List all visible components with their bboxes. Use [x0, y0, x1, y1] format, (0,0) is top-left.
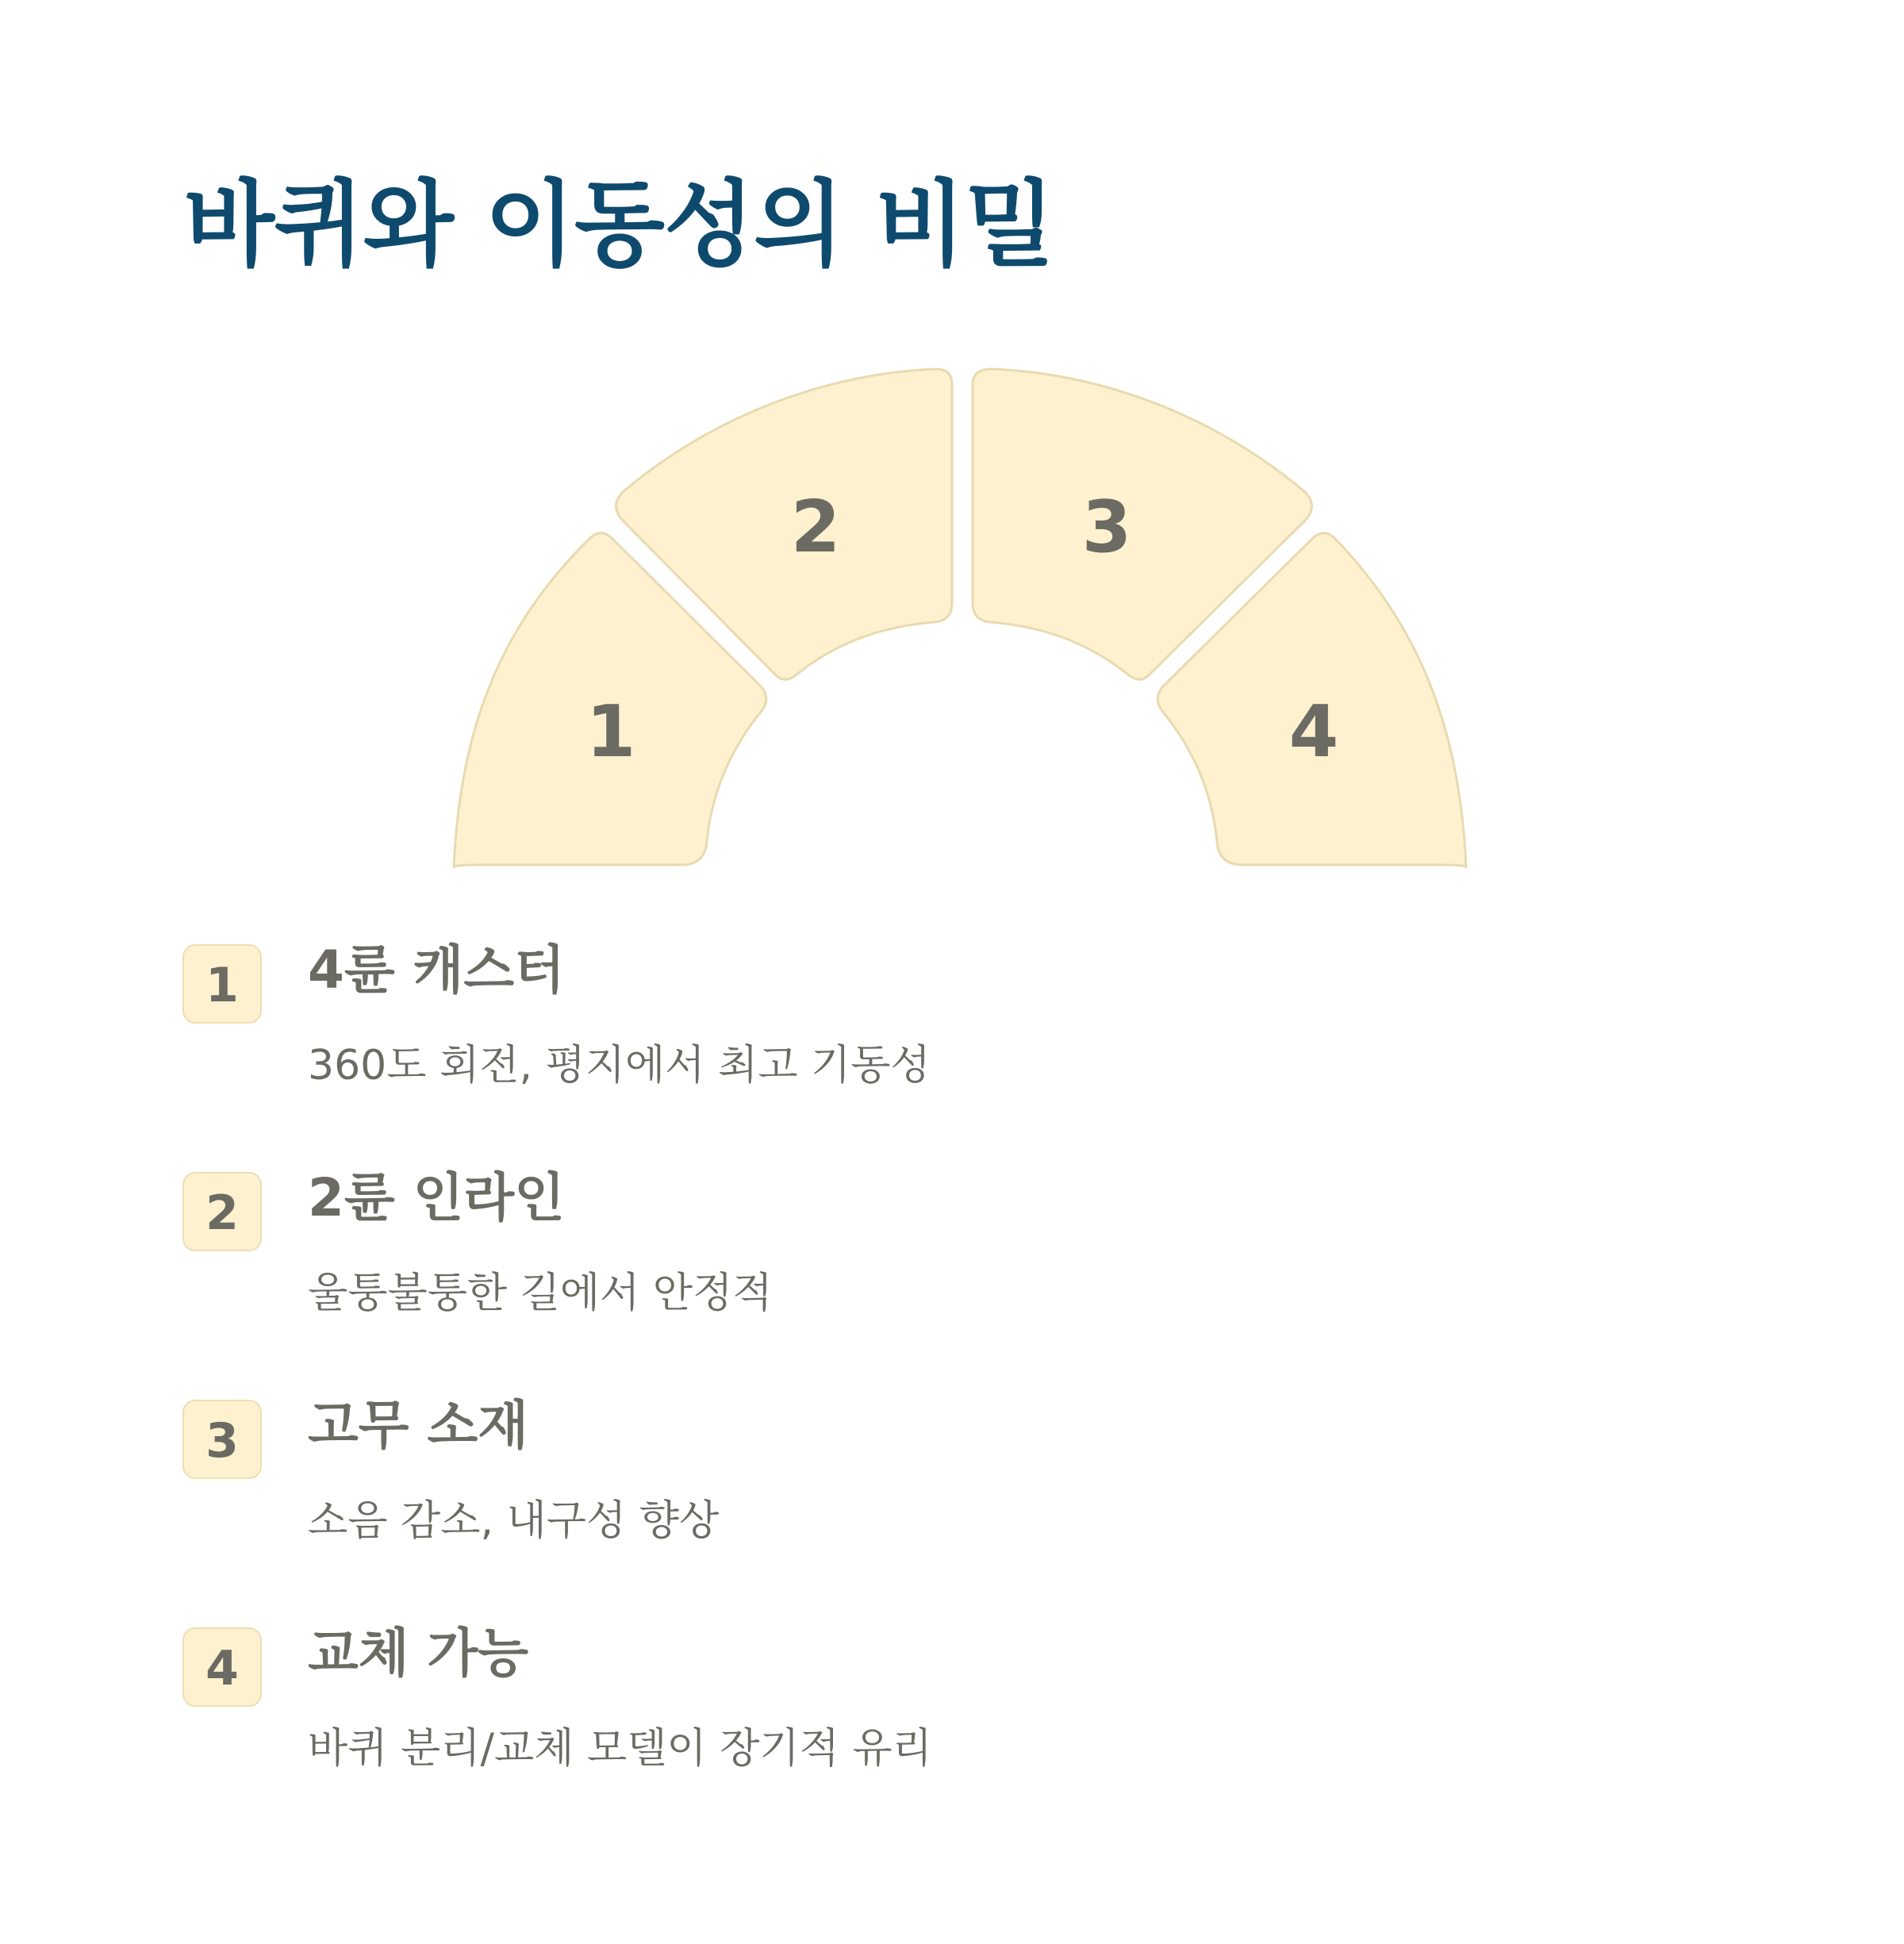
semicircle-diagram [0, 0, 1904, 912]
segment-4-label: 4 [1288, 690, 1339, 774]
item-number-badge: 3 [182, 1400, 262, 1479]
item-description: 소음 감소, 내구성 향상 [308, 1497, 720, 1545]
item-number-badge: 2 [182, 1172, 262, 1251]
item-description: 울퉁불퉁한 길에서 안정적 [308, 1270, 773, 1317]
list-item [182, 1623, 1372, 1818]
list-item [182, 1167, 1372, 1362]
list-item [182, 939, 1372, 1135]
item-title: 2륜 인라인 [308, 1167, 565, 1228]
item-number-badge: 4 [182, 1627, 262, 1707]
item-title: 고무 소재 [308, 1395, 529, 1456]
item-number-badge: 1 [182, 944, 262, 1024]
segment-3-label: 3 [1081, 486, 1132, 569]
item-title: 4륜 캐스터 [308, 939, 565, 1001]
list-item [182, 1395, 1372, 1590]
segment-2-label: 2 [790, 486, 841, 569]
segment-1-label: 1 [585, 690, 636, 774]
item-description: 바퀴 분리/교체 모델이 장기적 유리 [308, 1725, 932, 1773]
item-title: 교체 가능 [308, 1623, 529, 1684]
item-description: 360도 회전, 평지에서 최고 기동성 [308, 1042, 931, 1089]
page-title: 바퀴와 이동성의 비밀 [184, 170, 1055, 279]
